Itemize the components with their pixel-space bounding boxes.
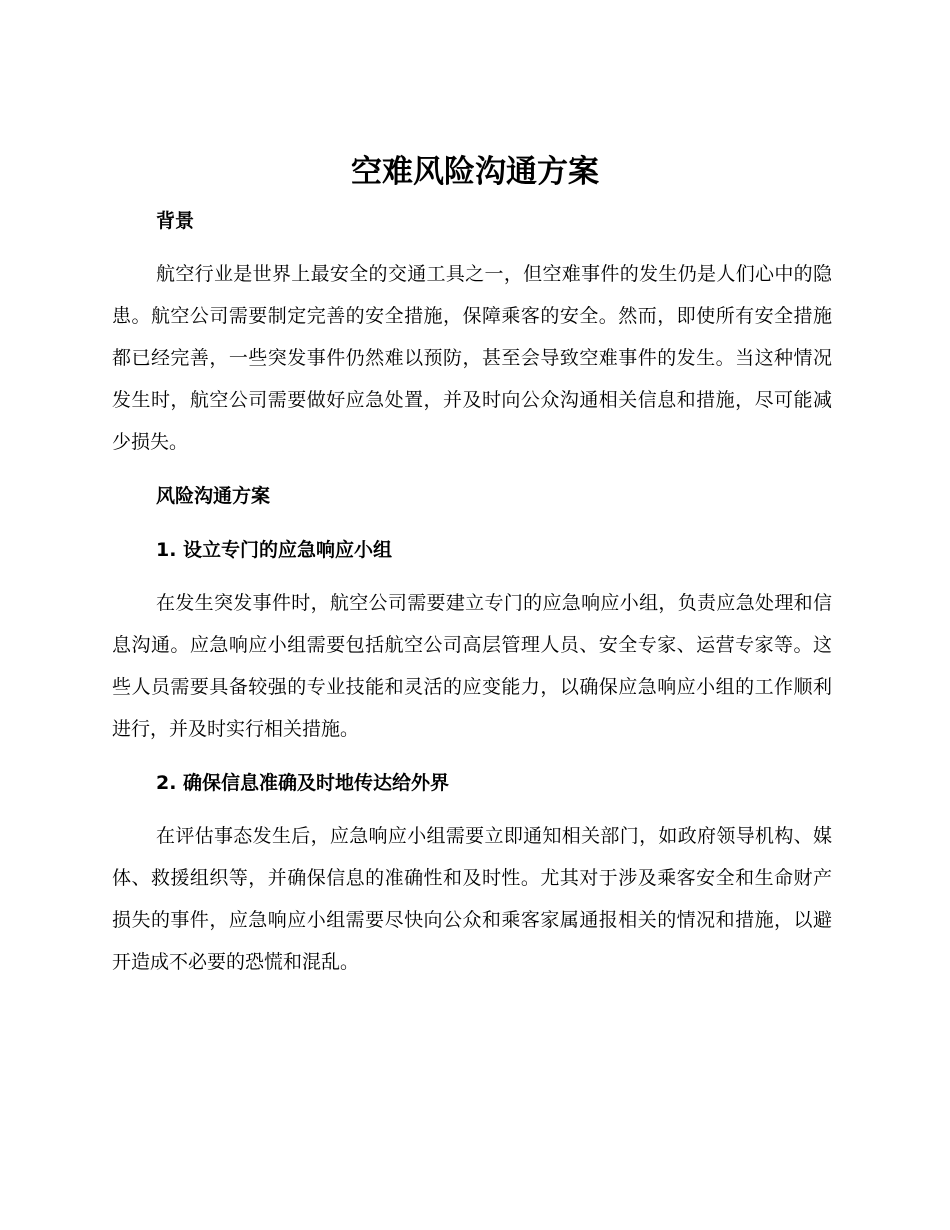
section-paragraph-background: 航空行业是世界上最安全的交通工具之一，但空难事件的发生仍是人们心中的隐患。航空公司需要制定完善的安全措施，保障乘客的安全。然而，即使所有安全措施都已经完善，一些突发事件仍然难以预防，甚至会导致空难事件的发生。当这种情况发生时，航空公司需要做好应急处置，并及时向公众沟通相关信息和措施，尽可能减少损失。: [112, 263, 832, 453]
section-paragraph-emergency-team: 在发生突发事件时，航空公司需要建立专门的应急响应小组，负责应急处理和信息沟通。应急响应小组需要包括航空公司高层管理人员、安全专家、运营专家等。这些人员需要具备较强的专业技能和灵活的应变能力，以确保应急响应小组的工作顺利进行，并及时实行相关措施。: [112, 592, 832, 740]
document-body: [112, 200, 832, 983]
section-heading-emergency-team: 1. 设立专门的应急响应小组: [156, 539, 393, 561]
section-heading-information-delivery: 2. 确保信息准确及时地传达给外界: [156, 772, 450, 794]
section-heading-background: 背景: [156, 210, 195, 232]
section-heading-communication-plan: 风险沟通方案: [156, 485, 271, 507]
page-title: 空难风险沟通方案: [351, 154, 599, 190]
section-paragraph-information-delivery: 在评估事态发生后，应急响应小组需要立即通知相关部门，如政府领导机构、媒体、救援组织等，并确保信息的准确性和及时性。尤其对于涉及乘客安全和生命财产损失的事件，应急响应小组需要尽快向公众和乘客家属通报相关的情况和措施，以避开造成不必要的恐慌和混乱。: [112, 825, 832, 973]
